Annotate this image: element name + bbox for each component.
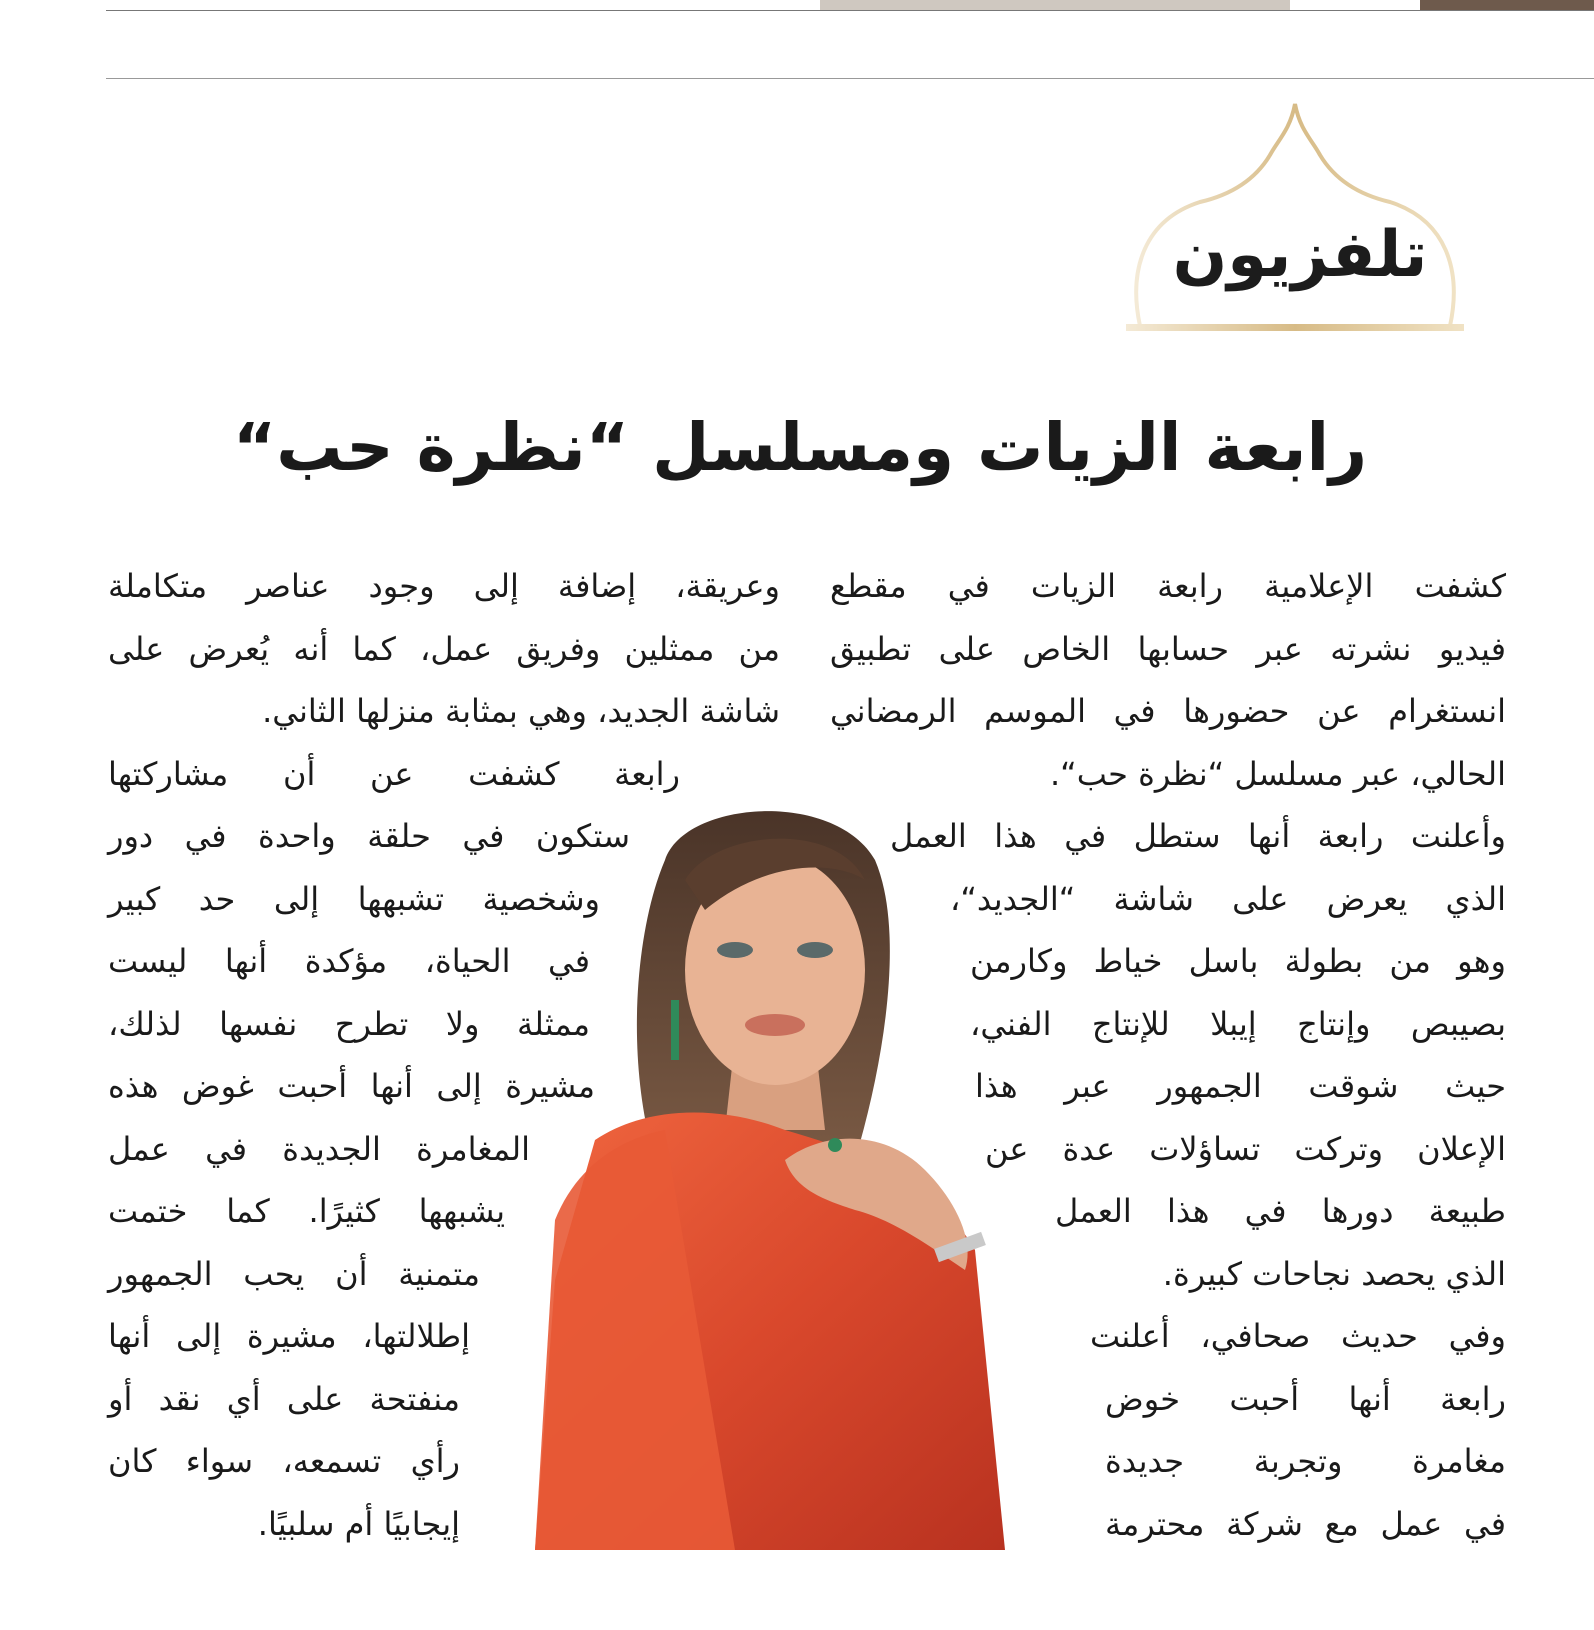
text-line: في عمل مع شركة محترمة xyxy=(1105,1504,1506,1543)
text-line: مغامرة وتجربة جديدة xyxy=(1105,1442,1506,1480)
text-line: المغامرة الجديدة في عمل xyxy=(108,1129,530,1168)
text-line: في الحياة، مؤكدة أنها ليست xyxy=(108,942,590,980)
header-rule xyxy=(106,78,1594,79)
top-photo-strip-right xyxy=(1420,0,1594,10)
text-line: منفتحة على أي نقد أو xyxy=(108,1379,460,1418)
article-headline: رابعة الزيات ومسلسل “نظرة حب“ xyxy=(232,409,1368,486)
text-line: متمنية أن يحب الجمهور xyxy=(108,1254,480,1293)
text-line: الحالي، عبر مسلسل “نظرة حب“. xyxy=(1049,754,1506,793)
text-line: ممثلة ولا تطرح نفسها لذلك، xyxy=(108,1004,590,1043)
text-line: انستغرام عن حضورها في الموسم الرمضاني xyxy=(830,692,1506,730)
text-line: كشفت الإعلامية رابعة الزيات في مقطع xyxy=(830,567,1506,605)
text-line: طبيعة دورها في هذا العمل xyxy=(1055,1192,1506,1230)
text-line: شاشة الجديد، وهي بمثابة منزلها الثاني. xyxy=(262,692,780,730)
section-label: تلفزيون xyxy=(1172,218,1428,292)
text-line: وعريقة، إضافة إلى وجود عناصر متكاملة xyxy=(108,567,780,605)
text-line: رأي تسمعه، سواء كان xyxy=(108,1442,460,1480)
text-line: رابعة أنها أحبت خوض xyxy=(1105,1379,1506,1418)
text-line: وهو من بطولة باسل خياط وكارمن xyxy=(970,942,1506,980)
text-line: ستكون في حلقة واحدة في دور xyxy=(108,817,630,855)
text-line: يشبهها كثيرًا. كما ختمت xyxy=(108,1192,505,1230)
text-line: فيديو نشرته عبر حسابها الخاص على تطبيق xyxy=(830,629,1506,668)
text-line: الإعلان وتركت تساؤلات عدة عن xyxy=(985,1129,1506,1168)
text-line: الذي يعرض على شاشة “الجديد“، xyxy=(950,879,1506,918)
text-line: وأعلنت رابعة أنها ستطل في هذا العمل xyxy=(890,817,1506,855)
article-column-left xyxy=(108,555,780,1555)
text-line: مشيرة إلى أنها أحبت غوض هذه xyxy=(108,1067,595,1105)
text-line: رابعة كشفت عن أن مشاركتها xyxy=(108,754,680,793)
text-line: حيث شوقت الجمهور عبر هذا xyxy=(975,1067,1506,1105)
top-photo-strip-left xyxy=(820,0,1290,10)
top-rule xyxy=(106,10,1594,11)
text-line: الذي يحصد نجاحات كبيرة. xyxy=(1162,1254,1506,1293)
text-line: إطلالتها، مشيرة إلى أنها xyxy=(108,1317,470,1355)
text-line: وفي حديث صحافي، أعلنت xyxy=(1090,1317,1506,1355)
text-line: إيجابيًا أم سلبيًا. xyxy=(257,1504,460,1543)
text-line: من ممثلين وفريق عمل، كما أنه يُعرض على xyxy=(108,629,780,668)
text-line: بصيبص وإنتاج إيبلا للإنتاج الفني، xyxy=(970,1004,1506,1043)
text-line: وشخصية تشبهها إلى حد كبير xyxy=(108,879,600,918)
